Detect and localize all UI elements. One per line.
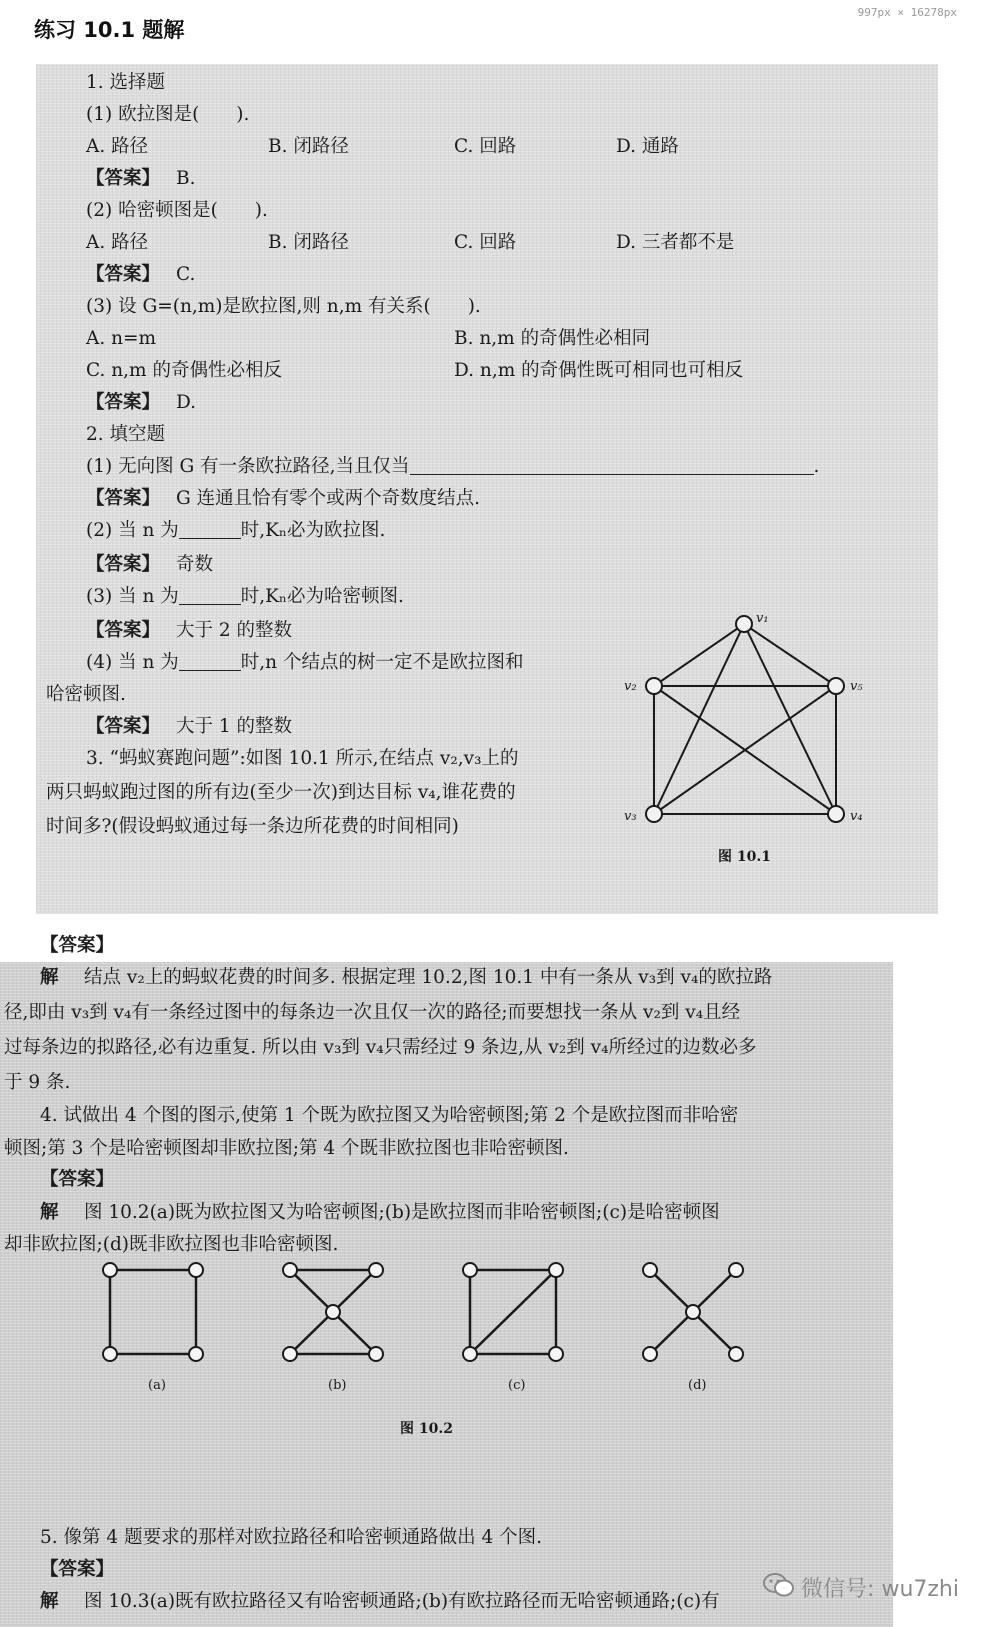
page-title: 练习 10.1 题解 — [34, 18, 185, 42]
q2-1-text: (1) 无向图 G 有一条欧拉路径,当且仅当 — [86, 456, 410, 477]
solution-q4-line-1: 图 10.2(a)既为欧拉图又为哈密顿图;(b)是欧拉图而非哈密顿图;(c)是哈密顿图 — [84, 1202, 720, 1223]
node-v1 — [736, 616, 752, 632]
q1-1-question: (1) 欧拉图是( ). — [86, 104, 250, 125]
solution-q5-line-1: 图 10.3(a)既有欧拉路径又有哈密顿通路;(b)有欧拉路径而无哈密顿通路;(c)有 — [84, 1591, 720, 1612]
q2-4-post: 时,n 个结点的树一定不是欧拉图和 — [240, 652, 524, 673]
answer-label: 【答案】 — [86, 620, 161, 641]
q2-1-question — [86, 456, 819, 478]
q2-3-question — [86, 586, 404, 608]
fill-blank — [179, 652, 241, 671]
node-v3 — [646, 806, 662, 822]
figure-10-2-sub-b: (b) — [328, 1378, 347, 1393]
q2-2-post: 时,Kₙ必为欧拉图. — [240, 520, 386, 541]
q2-4-continuation: 哈密顿图. — [46, 684, 126, 705]
edge-v1-v3 — [654, 624, 744, 814]
solution-q3-line-1: 结点 v₂上的蚂蚁花费的时间多. 根据定理 10.2,图 10.1 中有一条从 v₃到 v₄的欧拉路 — [84, 967, 773, 988]
fill-blank — [410, 456, 814, 475]
node — [643, 1347, 657, 1361]
edge-v1-v5 — [744, 624, 836, 686]
node — [729, 1347, 743, 1361]
q1-2-question: (2) 哈密顿图是( ). — [86, 200, 268, 221]
node-v5 — [828, 678, 844, 694]
node — [369, 1347, 383, 1361]
q2-3-answer: 大于 2 的整数 — [176, 620, 293, 641]
solution-q3-line-4: 于 9 条. — [4, 1072, 71, 1093]
node-v2 — [646, 678, 662, 694]
fill-blank — [179, 520, 241, 539]
graph-c — [470, 1270, 556, 1354]
graph-a — [110, 1270, 196, 1354]
solution-label: 解 — [40, 1202, 59, 1223]
q2-4-question — [86, 652, 523, 674]
q1-1-answer: B. — [176, 168, 196, 189]
node — [549, 1347, 563, 1361]
node — [283, 1263, 297, 1277]
answer-label: 【答案】 — [86, 392, 161, 413]
q2-3-post: 时,Kₙ必为哈密顿图. — [240, 586, 404, 607]
q1-2-answer: C. — [176, 264, 196, 285]
figure-10-1-graph — [616, 604, 886, 834]
answer-label: 【答案】 — [86, 168, 161, 189]
answer-label: 【答案】 — [40, 935, 115, 956]
node — [729, 1263, 743, 1277]
q1-1-option-d: D. 通路 — [616, 136, 679, 157]
solution-q4-line-2: 却非欧拉图;(d)既非欧拉图也非哈密顿图. — [4, 1234, 339, 1255]
node — [103, 1263, 117, 1277]
edge-v1-v2 — [654, 624, 744, 686]
figure-10-2-graphs — [90, 1262, 770, 1377]
figure-10-2-sub-c: (c) — [508, 1378, 526, 1393]
node — [103, 1347, 117, 1361]
label-v2: v₂ — [624, 679, 637, 694]
q2-4-pre: (4) 当 n 为 — [86, 652, 179, 673]
solution-q3-line-3: 过每条边的拟路径,必有边重复. 所以由 v₃到 v₄只需经过 9 条边,从 v₂到 v₄所经过的边数必多 — [4, 1037, 757, 1058]
scanned-page-solutions — [0, 935, 893, 1627]
answer-label: 【答案】 — [86, 488, 161, 509]
node — [643, 1263, 657, 1277]
q2-1-end: . — [813, 456, 820, 477]
q2-2-answer: 奇数 — [176, 554, 214, 575]
q3-line-2: 两只蚂蚁跑过图的所有边(至少一次)到达目标 v₄,谁花费的 — [46, 782, 516, 803]
node — [463, 1263, 477, 1277]
q1-2-option-a: A. 路径 — [86, 232, 149, 253]
q2-4-answer: 大于 1 的整数 — [176, 716, 293, 737]
q1-1-option-b: B. 闭路径 — [268, 136, 349, 157]
q2-2-pre: (2) 当 n 为 — [86, 520, 179, 541]
q2-heading: 2. 填空题 — [86, 424, 166, 445]
label-v5: v₅ — [850, 679, 863, 694]
label-v4: v₄ — [850, 809, 863, 824]
image-dimensions: 997px × 16278px — [857, 6, 957, 19]
node — [549, 1263, 563, 1277]
node — [326, 1305, 340, 1319]
q1-3-option-a: A. n=m — [86, 328, 157, 349]
q1-1-option-c: C. 回路 — [454, 136, 517, 157]
answer-label: 【答案】 — [86, 264, 161, 285]
node-v4 — [828, 806, 844, 822]
answer-label: 【答案】 — [40, 1169, 115, 1190]
answer-label: 【答案】 — [40, 1559, 115, 1580]
q4-line-1: 4. 试做出 4 个图的图示,使第 1 个既为欧拉图又为哈密顿图;第 2 个是欧拉图而非哈密 — [40, 1105, 739, 1126]
node — [463, 1347, 477, 1361]
q2-1-answer: G 连通且恰有零个或两个奇数度结点. — [176, 488, 481, 509]
label-v3: v₃ — [624, 809, 637, 824]
q1-3-option-d: D. n,m 的奇偶性既可相同也可相反 — [454, 360, 744, 381]
answer-label: 【答案】 — [86, 716, 161, 737]
q1-3-question: (3) 设 G=(n,m)是欧拉图,则 n,m 有关系( ). — [86, 296, 481, 317]
q1-2-option-b: B. 闭路径 — [268, 232, 349, 253]
q1-3-option-c: C. n,m 的奇偶性必相反 — [86, 360, 282, 381]
answer-label: 【答案】 — [86, 554, 161, 575]
q1-1-option-a: A. 路径 — [86, 136, 149, 157]
q3-line-3: 时间多?(假设蚂蚁通过每一条边所花费的时间相同) — [46, 816, 459, 837]
node — [283, 1347, 297, 1361]
edge — [470, 1270, 556, 1354]
label-v1: v₁ — [756, 611, 769, 626]
q3-line-1: 3. “蚂蚁赛跑问题”:如图 10.1 所示,在结点 v₂,v₃上的 — [86, 748, 519, 769]
figure-10-2-caption: 图 10.2 — [400, 1421, 453, 1437]
fill-blank — [179, 586, 241, 605]
q1-2-option-d: D. 三者都不是 — [616, 232, 735, 253]
node — [189, 1263, 203, 1277]
wechat-icon — [762, 1571, 796, 1599]
q4-line-2: 顿图;第 3 个是哈密顿图却非欧拉图;第 4 个既非欧拉图也非哈密顿图. — [4, 1138, 569, 1159]
node — [686, 1305, 700, 1319]
solution-q3-line-2: 径,即由 v₃到 v₄有一条经过图中的每条边一次且仅一次的路径;而要想找一条从 v₂到 v₄且经 — [4, 1002, 741, 1023]
watermark-text: 微信号: wu7zhi — [801, 1577, 959, 1602]
figure-10-2-sub-d: (d) — [688, 1378, 707, 1393]
figure-10-2-sub-a: (a) — [148, 1378, 166, 1393]
q1-3-answer: D. — [176, 392, 197, 413]
scanned-page-exercise — [36, 64, 938, 914]
node — [369, 1263, 383, 1277]
q5-line: 5. 像第 4 题要求的那样对欧拉路径和哈密顿通路做出 4 个图. — [40, 1527, 542, 1548]
solution-label: 解 — [40, 967, 59, 988]
solution-label: 解 — [40, 1591, 59, 1612]
q2-3-pre: (3) 当 n 为 — [86, 586, 179, 607]
node — [189, 1347, 203, 1361]
q2-2-question — [86, 520, 385, 542]
q1-3-option-b: B. n,m 的奇偶性必相同 — [454, 328, 651, 349]
q1-heading: 1. 选择题 — [86, 72, 166, 93]
q1-2-option-c: C. 回路 — [454, 232, 517, 253]
figure-10-1-caption: 图 10.1 — [718, 849, 771, 865]
